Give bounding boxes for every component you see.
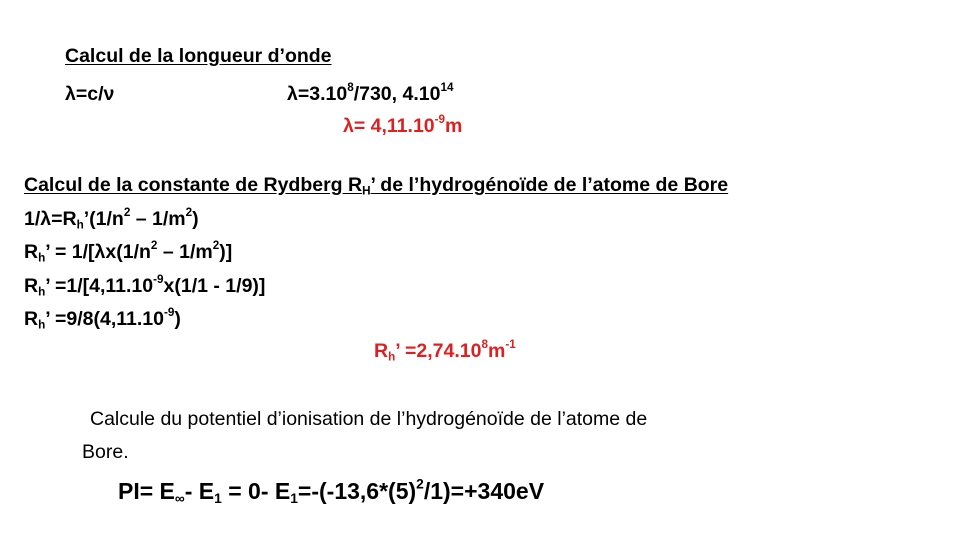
section3-title-line1: Calcule du potentiel d’ionisation de l’hydrogénoïde de l’atome de — [90, 408, 648, 430]
wavelength-formula: λ=c/ν — [65, 83, 115, 105]
ionization-formula: $PI= E_\infty-$ $E_1 = 0-$ $E_1=-(-13,6*(5)^2/1)=+340eV$ — [118, 476, 545, 507]
wavelength-calculation: $\lambda=3.10^8/730$, 4.10$^{14}$ — [287, 81, 454, 105]
section2-title: Calcul de la constante de Rydberg $R_H$’ de l’hydrogénoïde de l’atome de Bore — [24, 174, 729, 198]
wavelength-result: $\lambda= 4,11.10^{-9}m$ — [343, 113, 463, 137]
section1-title: Calcul de la longueur d’onde — [65, 45, 332, 67]
rydberg-simplified: $R_h$’ $=9/8(4,11.10^{-9})$ — [24, 306, 181, 332]
rydberg-equation: $1/\lambda=R_h’(1/n^2 - 1/m^2)$ — [24, 206, 199, 232]
rydberg-result: $R_h$’ $=2,74.10^8m^{-1}$ — [374, 338, 516, 364]
section3-title-line2: Bore. — [82, 441, 129, 463]
rydberg-substitution: $R_h$’ $=1/[4,11.10^{-9}x(1/1 - 1/9)]$ — [24, 273, 266, 299]
rydberg-rearranged: $R_h$’ = $1/[\lambda x(1/n^2 - 1/m^2)]$ — [24, 239, 233, 265]
